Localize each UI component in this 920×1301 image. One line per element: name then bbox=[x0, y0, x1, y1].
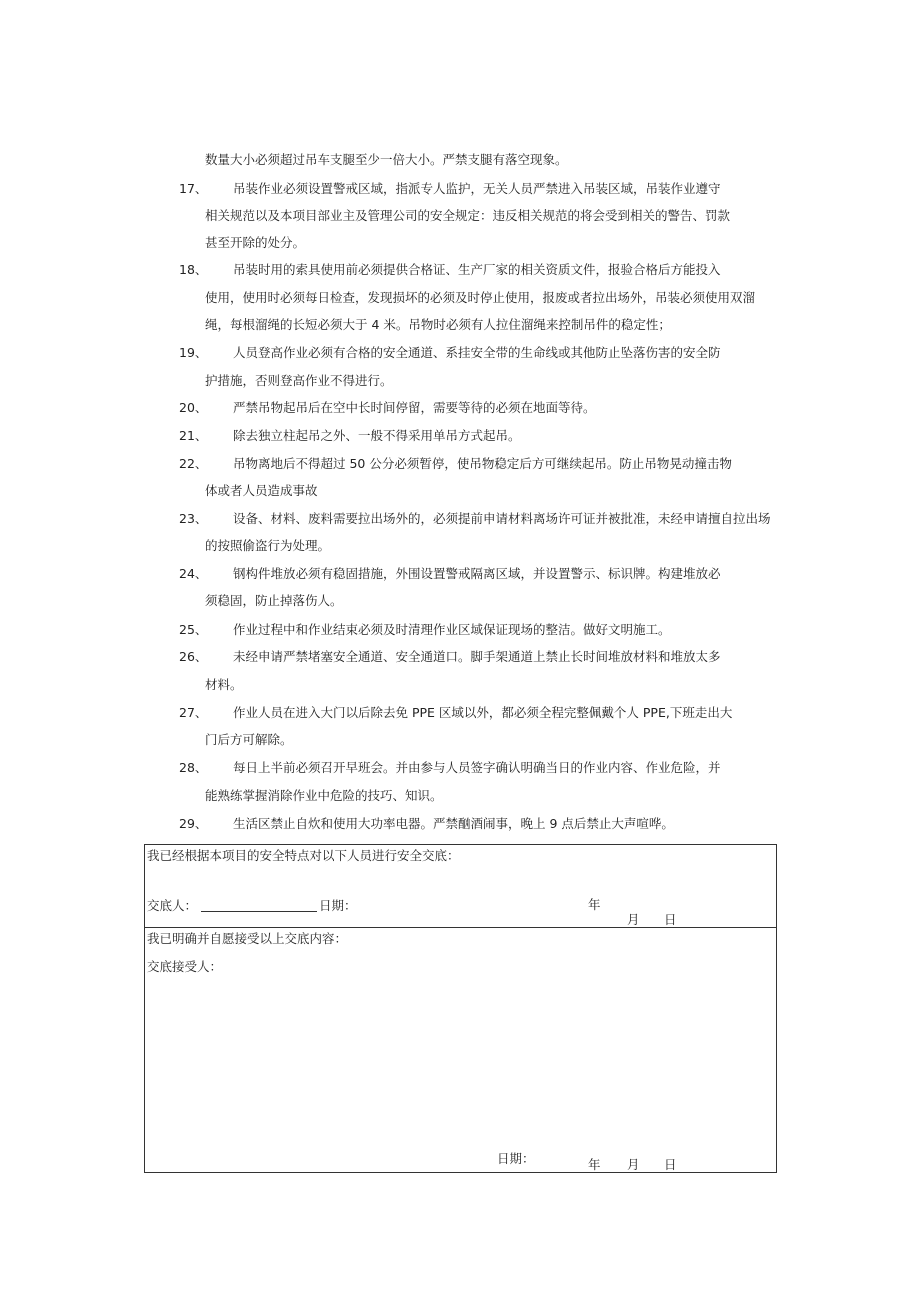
briefer-day-label: 日 bbox=[664, 912, 677, 927]
receiver-date-label: 日期： bbox=[497, 1151, 535, 1166]
item-line: 作业人员在进入大门以后除去免 PPE 区域以外，都必须全程完整佩戴个人 PPE,下班走出大 bbox=[233, 705, 733, 720]
item-line: 绳，每根溜绳的长短必须大于 4 米。吊物时必须有人拉住溜绳来控制吊件的稳定性； bbox=[205, 317, 671, 332]
item-line: 设备、材料、废料需要拉出场外的，必须提前申请材料离场许可证并被批准，未经申请擅自拉出场 bbox=[233, 511, 771, 526]
item-number: 27、 bbox=[179, 705, 208, 720]
item-number: 17、 bbox=[179, 181, 208, 196]
briefer-label: 交底人： bbox=[147, 898, 198, 913]
item-number: 26、 bbox=[179, 649, 208, 664]
receiver-signature-box bbox=[144, 927, 777, 1173]
item-number: 18、 bbox=[179, 262, 208, 277]
briefer-date-label: 日期： bbox=[319, 898, 357, 913]
item-line: 甚至开除的处分。 bbox=[205, 235, 306, 250]
item-line: 严禁吊物起吊后在空中长时间停留，需要等待的必须在地面等待。 bbox=[233, 400, 596, 415]
item-line: 未经申请严禁堵塞安全通道、安全通道口。脚手架通道上禁止长时间堆放材料和堆放太多 bbox=[233, 649, 721, 664]
item-line: 护措施，否则登高作业不得进行。 bbox=[205, 373, 393, 388]
receiver-year-label: 年 bbox=[588, 1157, 601, 1172]
item-line: 每日上半前必须召开早班会。并由参与人员签字确认明确当日的作业内容、作业危险，并 bbox=[233, 760, 721, 775]
item-number: 19、 bbox=[179, 345, 208, 360]
receiver-label: 交底接受人： bbox=[147, 959, 223, 974]
briefer-signature-line[interactable] bbox=[201, 898, 317, 912]
receiver-day-label: 日 bbox=[664, 1157, 677, 1172]
item-line: 门后方可解除。 bbox=[205, 732, 293, 747]
item-line: 材料。 bbox=[205, 677, 243, 692]
item-line: 的按照偷盗行为处理。 bbox=[205, 538, 331, 553]
item-number: 21、 bbox=[179, 428, 208, 443]
item-line: 吊装时用的索具使用前必须提供合格证、生产厂家的相关资质文件，报验合格后方能投入 bbox=[233, 262, 721, 277]
item-line: 钢构件堆放必须有稳固措施，外围设置警戒隔离区域，并设置警示、标识牌。构建堆放必 bbox=[233, 566, 721, 581]
receiver-statement: 我已明确并自愿接受以上交底内容： bbox=[147, 931, 348, 946]
briefer-year-label: 年 bbox=[588, 897, 601, 912]
item-line: 使用，使用时必须每日检查，发现损坏的必须及时停止使用，报废或者拉出场外，吊装必须使用双溜 bbox=[205, 290, 756, 305]
item-line: 相关规范以及本项目部业主及管理公司的安全规定：违反相关规范的将会受到相关的警告、罚款 bbox=[205, 208, 731, 223]
item-number: 24、 bbox=[179, 566, 208, 581]
item-line: 能熟练掌握消除作业中危险的技巧、知识。 bbox=[205, 788, 443, 803]
item-line: 作业过程中和作业结束必须及时清理作业区域保证现场的整洁。做好文明施工。 bbox=[233, 622, 671, 637]
item-line: 生活区禁止自炊和使用大功率电器。严禁酗酒闹事，晚上 9 点后禁止大声喧哗。 bbox=[233, 816, 674, 831]
item-number: 22、 bbox=[179, 456, 208, 471]
continuation-line: 数量大小必须超过吊车支腿至少一倍大小。严禁支腿有落空现象。 bbox=[205, 152, 568, 167]
briefer-month-label: 月 bbox=[627, 912, 640, 927]
receiver-month-label: 月 bbox=[627, 1157, 640, 1172]
item-line: 须稳固，防止掉落伤人。 bbox=[205, 593, 343, 608]
item-number: 25、 bbox=[179, 622, 208, 637]
briefer-statement: 我已经根据本项目的安全特点对以下人员进行安全交底： bbox=[147, 848, 460, 863]
item-number: 20、 bbox=[179, 400, 208, 415]
item-number: 29、 bbox=[179, 816, 208, 831]
briefer-signature-box bbox=[144, 844, 777, 928]
item-line: 人员登高作业必须有合格的安全通道、系挂安全带的生命线或其他防止坠落伤害的安全防 bbox=[233, 345, 721, 360]
item-line: 吊装作业必须设置警戒区域，指派专人监护，无关人员严禁进入吊装区域，吊装作业遵守 bbox=[233, 181, 721, 196]
item-line: 吊物离地后不得超过 50 公分必须暂停，使吊物稳定后方可继续起吊。防止吊物晃动撞击物 bbox=[233, 456, 732, 471]
item-number: 23、 bbox=[179, 511, 208, 526]
item-number: 28、 bbox=[179, 760, 208, 775]
item-line: 体或者人员造成事故 bbox=[205, 483, 318, 498]
item-line: 除去独立柱起吊之外、一般不得采用单吊方式起吊。 bbox=[233, 428, 521, 443]
